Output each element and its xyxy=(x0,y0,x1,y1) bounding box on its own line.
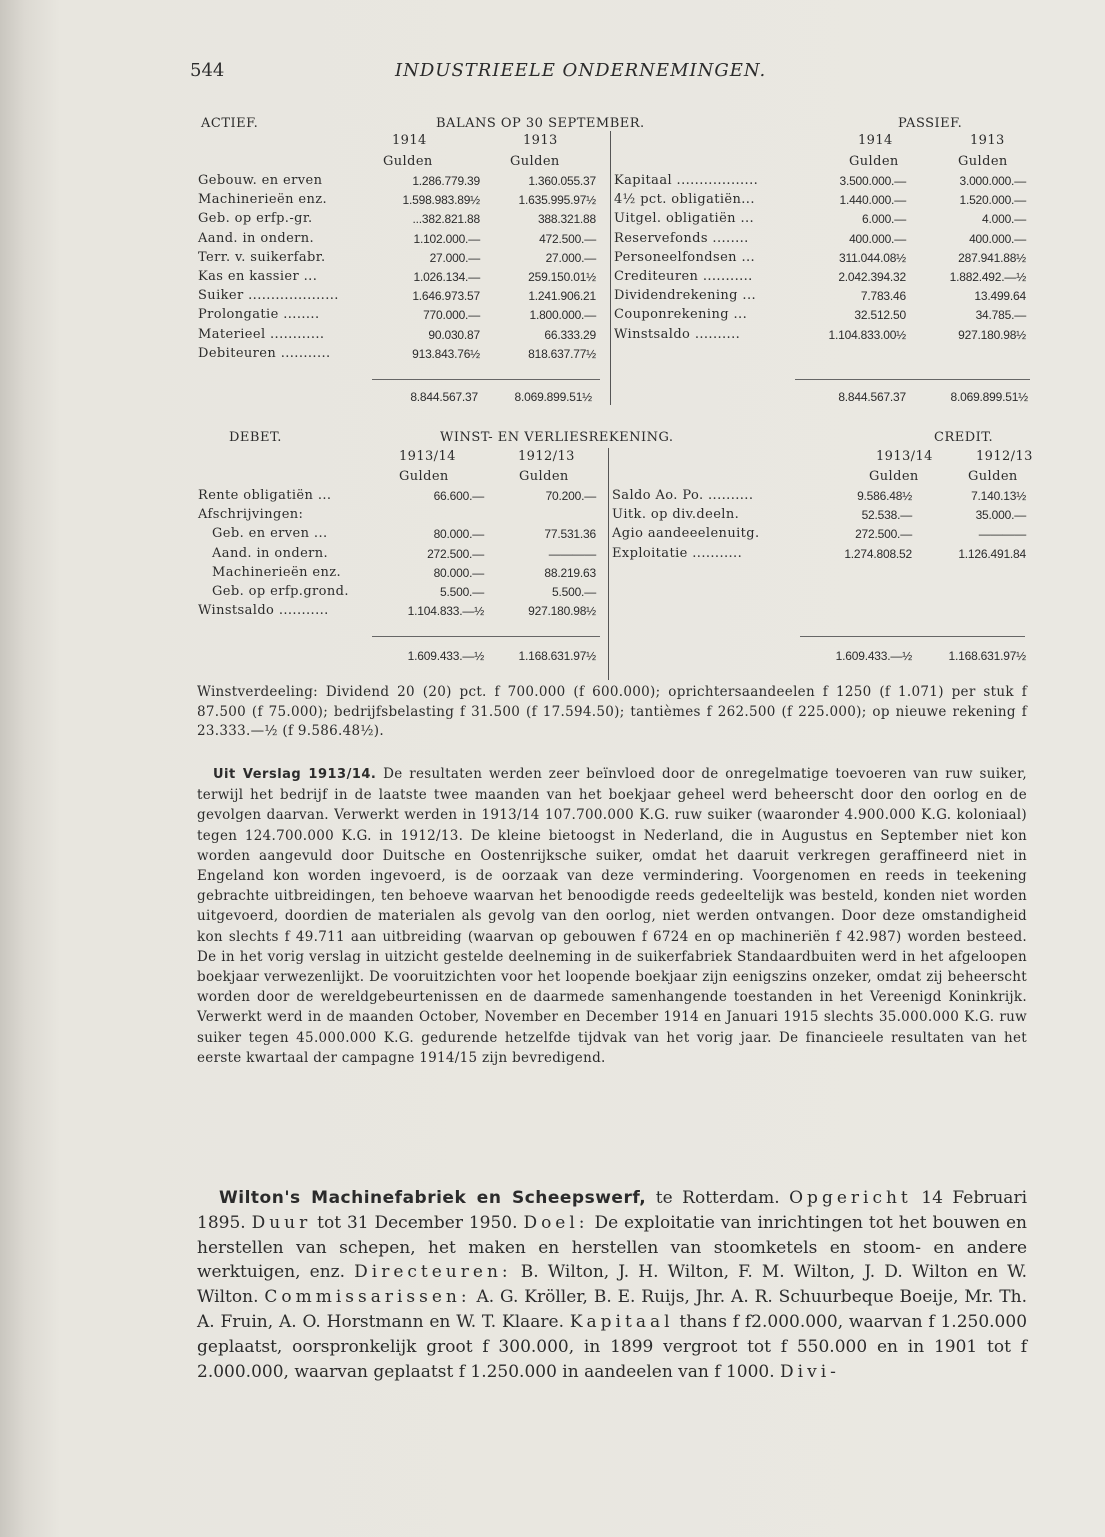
debit-total-a: 1.609.433.—½ xyxy=(407,649,484,663)
balance-unit-b-left: Gulden xyxy=(510,154,560,169)
credit-row-value-a: 9.586.48½ xyxy=(857,489,912,503)
liability-row-label: Kapitaal .................. xyxy=(614,173,759,188)
asset-row-value-b: 27.000.— xyxy=(545,250,596,265)
debit-row-value-b: 88.219.63 xyxy=(544,565,596,580)
duur-label: Duur xyxy=(251,1212,312,1233)
company-name: Wilton's Machinefabriek en Scheepswerf, xyxy=(219,1188,647,1208)
liability-row-value-a: 1.104.833.00½ xyxy=(828,327,906,342)
asset-row-value-b: 818.637.77½ xyxy=(528,346,596,361)
pl-year-b-left: 1912/13 xyxy=(518,449,575,464)
credit-total-a: 1.609.433.—½ xyxy=(835,649,912,663)
liability-row-label: Winstsaldo .......... xyxy=(614,326,741,342)
duur-value: tot 31 December 1950. xyxy=(317,1212,518,1233)
asset-row-label: Debiteuren ........... xyxy=(198,345,331,361)
asset-row-value-b: 1.360.055.37 xyxy=(528,174,596,188)
directeuren-label: Directeuren: xyxy=(354,1262,512,1283)
report-text: De resultaten werden zeer beïnvloed door de onregelmatige toevoeren van ruw suiker, terwijl het bedrijf in de laatste twee maanden van het boekjaar geheel werd beheerscht door den oorlog en de gevolgen daarvan. Verwerkt werden in 1913/14 107.700.000 K.G. ruw suiker (waaronder 4.900.000 K.G. koloniaal) tegen 124.700.000 K.G. in 1912/13. De kleine bietoogst in Nederland, die in Augustus en September niet kon worden aangevuld door Duitsche en Oostenrijksche suiker, omdat het daaruit verkregen geraffineerd niet in Engeland kon worden ingevoerd, is de oorzaak van deze vermindering. Voorgenomen en reeds in teekening gebrachte uitbreidingen, ten behoeve waarvan het benoodigde reeds gedeeltelijk was besteld, konden niet worden uitgevoerd, doordien de materialen als gevolg van den oorlog, niet werden ontvangen. Door deze omstandigheid kon slechts f 49.711 aan uitbreiding (waarvan op gebouwen f 6724 en op machineriën f 42.987) worden besteed. De in het vorig verslag in uitzicht gestelde deelneming in de suikerfabriek Standaardbuiten werd in het afgeloopen boekjaar verwezenlijkt. De vooruitzichten voor het loopende boekjaar zijn eenigszins onzeker, omdat zij beheerscht worden door de wereldgebeurtenissen en de daarmede samenhangende toestanden in het Vereenigd Koninkrijk. Verwerkt werd in de maanden October, November en December 1914 en Januari 1915 slechts 35.000.000 K.G. ruw suiker tegen 45.000.000 K.G. gedurende hetzelfde tijdvak van het vorig jaar. De financieele resultaten van het eerste kwartaal der campagne 1914/15 zijn bevredigend. xyxy=(197,766,1028,1066)
debit-row-value-b: 70.200.— xyxy=(545,489,596,503)
balance-year-a-left: 1914 xyxy=(392,133,427,148)
report-heading: Uit Verslag 1913/14. xyxy=(213,767,377,782)
debit-row-value-a: 66.600.— xyxy=(433,489,484,503)
debit-row-value-a: 80.000.— xyxy=(433,527,484,542)
debit-row-value-a: 272.500.— xyxy=(427,546,484,561)
profit-distribution-note: Winstverdeeling: Dividend 20 (20) pct. f 700.000 (f 600.000); oprichtersaandeelen f 1250 (f 1.071) per stuk f 87.500 (f 75.000); bedrijfsbelasting f 31.500 (f 17.594.50); tantièmes f 262.500 (f 225.000); op nieuwe rekening f 23.333.—½ (f 9.586.48½). xyxy=(197,684,1027,739)
liability-row-value-a: 7.783.46 xyxy=(860,289,906,304)
liability-row-value-b: 287.941.88½ xyxy=(958,250,1026,265)
kapitaal-label: Kapitaal xyxy=(569,1311,674,1332)
asset-row-value-a: 1.026.134.— xyxy=(413,270,480,284)
pl-unit-b-right: Gulden xyxy=(968,469,1018,484)
asset-row-value-b: 1.800.000.— xyxy=(529,308,596,323)
liability-row-label: Uitgel. obligatiën ... xyxy=(614,211,755,227)
liability-row-value-a: 3.500.000.— xyxy=(839,174,906,188)
credit-row-value-b: 7.140.13½ xyxy=(971,489,1026,503)
asset-row-value-a: ...382.821.88 xyxy=(412,212,480,227)
asset-row-label: Aand. in ondern. xyxy=(198,230,315,246)
balance-divider xyxy=(610,131,611,405)
pl-divider xyxy=(608,448,609,680)
asset-row-value-b: 388.321.88 xyxy=(537,212,596,227)
asset-row-value-a: 1.286.779.39 xyxy=(412,174,480,188)
pl-year-a-left: 1913/14 xyxy=(399,449,456,464)
pl-right-label: CREDIT. xyxy=(934,430,994,445)
liabilities-total-a: 8.844.567.37 xyxy=(838,390,906,404)
pl-unit-b-left: Gulden xyxy=(519,469,569,484)
liability-row-value-a: 311.044.08½ xyxy=(839,250,906,265)
liabilities-total-rule xyxy=(795,379,1030,380)
liability-row-value-b: 34.785.— xyxy=(975,308,1026,323)
asset-row-value-a: 913.843.76½ xyxy=(412,346,480,361)
liability-row-value-a: 1.440.000.— xyxy=(839,193,906,208)
liability-row-label: Couponrekening ... xyxy=(614,307,748,323)
assets-total-a: 8.844.567.37 xyxy=(410,390,478,404)
credit-row-label: Uitk. op div.deeln. xyxy=(612,507,740,523)
pl-unit-a-left: Gulden xyxy=(399,469,449,484)
debit-row-label: Geb. en erven ... xyxy=(212,526,328,542)
divi-label: Divi- xyxy=(780,1361,840,1382)
pl-left-label: DEBET. xyxy=(229,430,282,445)
asset-row-label: Machinerieën enz. xyxy=(198,192,328,208)
pl-title: WINST- EN VERLIESREKENING. xyxy=(440,430,674,445)
assets-total-rule xyxy=(372,379,600,380)
asset-row-value-b: 259.150.01½ xyxy=(528,270,596,284)
liability-row-value-b: 1.520.000.— xyxy=(959,193,1026,208)
liabilities-total-b: 8.069.899.51½ xyxy=(950,390,1028,404)
debit-row-value-b: 77.531.36 xyxy=(544,527,596,542)
liability-row-value-a: 6.000.— xyxy=(862,212,906,227)
credit-row-value-a: 52.538.— xyxy=(861,508,912,523)
liability-row-value-b: 927.180.98½ xyxy=(958,327,1026,342)
debit-row-label: Rente obligatiën ... xyxy=(198,488,332,503)
debit-row-label: Aand. in ondern. xyxy=(212,545,329,561)
debit-row-value-b: 5.500.— xyxy=(552,585,596,599)
directeuren-value: B. Wilton, J. H. Wilton, F. M. Wilton, J. D. Wilton en W. Wilton. xyxy=(197,1262,1028,1308)
company-entry xyxy=(197,1186,1027,1384)
doel-label: Doel: xyxy=(523,1212,589,1233)
liability-row-value-a: 32.512.50 xyxy=(854,308,906,323)
credit-row-label: Saldo Ao. Po. .......... xyxy=(612,488,754,503)
commissarissen-value: A. G. Kröller, B. E. Ruijs, Jhr. A. R. Schuurbeque Boeije, Mr. Th. A. Fruin, A. O. Horstmann en W. T. Klaare. xyxy=(197,1287,1027,1332)
liability-row-value-a: 2.042.394.32 xyxy=(838,270,906,284)
liability-row-value-b: 1.882.492.—½ xyxy=(949,270,1026,284)
company-place: te Rotterdam. xyxy=(655,1188,780,1208)
balance-year-b-right: 1913 xyxy=(970,133,1005,148)
credit-total-b: 1.168.631.97½ xyxy=(948,649,1026,663)
liability-row-value-b: 13.499.64 xyxy=(974,289,1026,304)
credit-total-rule xyxy=(800,636,1025,637)
pl-year-a-right: 1913/14 xyxy=(876,449,933,464)
debit-row-value-a: 1.104.833.—½ xyxy=(407,604,484,619)
debit-row-value-a: 80.000.— xyxy=(433,565,484,580)
page-number: 544 xyxy=(190,60,225,81)
credit-row-value-b: ———— xyxy=(978,527,1026,542)
asset-row-label: Kas en kassier ... xyxy=(198,269,318,284)
opgericht-value: 14 Februari 1895. xyxy=(197,1188,1028,1233)
doel-value: De exploitatie van inrichtingen tot het bouwen en herstellen van schepen, het maken en herstellen van stoomketels en stoom- en andere werktuigen, enz. xyxy=(197,1212,1027,1283)
debit-row-label: Machinerieën enz. xyxy=(212,564,342,580)
debit-row-value-a: 5.500.— xyxy=(440,585,484,599)
liability-row-value-b: 3.000.000.— xyxy=(959,174,1026,188)
liability-row-label: Personeelfondsen ... xyxy=(614,249,756,265)
balance-unit-b-right: Gulden xyxy=(958,154,1008,169)
liability-row-label: Crediteuren ........... xyxy=(614,269,753,284)
credit-row-value-a: 1.274.808.52 xyxy=(844,546,912,561)
balance-title: BALANS OP 30 SEPTEMBER. xyxy=(436,116,645,131)
credit-row-label: Exploitatie ........... xyxy=(612,545,743,561)
balance-year-b-left: 1913 xyxy=(523,133,558,148)
asset-row-value-b: 66.333.29 xyxy=(544,327,596,342)
debit-row-value-b: 927.180.98½ xyxy=(528,604,596,619)
assets-total-b: 8.069.899.51½ xyxy=(514,390,592,404)
debit-total-rule xyxy=(372,636,600,637)
asset-row-value-b: 472.500.— xyxy=(539,231,596,246)
asset-row-label: Materieel ............ xyxy=(198,326,325,342)
annual-report-excerpt xyxy=(197,764,1027,1068)
asset-row-value-a: 27.000.— xyxy=(429,250,480,265)
liability-row-value-a: 400.000.— xyxy=(849,231,906,246)
credit-row-value-b: 35.000.— xyxy=(975,508,1026,523)
running-title: INDUSTRIEELE ONDERNEMINGEN. xyxy=(395,60,767,81)
liability-row-label: 4½ pct. obligatiën... xyxy=(614,192,755,208)
balance-unit-a-left: Gulden xyxy=(383,154,433,169)
kapitaal-value: thans f f2.000.000, waarvan f 1.250.000 geplaatst, oorspronkelijk groot f 300.000, in 1899 vergroot tot f 550.000 en in 1901 tot f 2.000.000, waarvan geplaatst f 1.250.000 in aandeelen van f 1000. xyxy=(197,1311,1028,1382)
commissarissen-label: Commissarissen: xyxy=(264,1287,471,1308)
liability-row-label: Reservefonds ........ xyxy=(614,230,749,246)
asset-row-label: Geb. op erfp.-gr. xyxy=(198,211,313,227)
pl-year-b-right: 1912/13 xyxy=(976,449,1033,464)
opgericht-label: Opgericht xyxy=(789,1188,912,1208)
liability-row-value-b: 400.000.— xyxy=(969,231,1026,246)
balance-year-a-right: 1914 xyxy=(858,133,893,148)
balance-unit-a-right: Gulden xyxy=(849,154,899,169)
asset-row-label: Suiker .................... xyxy=(198,288,339,304)
asset-row-label: Prolongatie ........ xyxy=(198,307,320,323)
debit-row-label: Winstsaldo ........... xyxy=(198,603,329,619)
debit-row-value-b: ———— xyxy=(548,546,596,561)
debit-total-b: 1.168.631.97½ xyxy=(518,649,596,663)
credit-row-value-b: 1.126.491.84 xyxy=(958,546,1026,561)
balance-right-label: PASSIEF. xyxy=(898,116,963,131)
balance-left-label: ACTIEF. xyxy=(201,116,259,131)
asset-row-value-b: 1.635.995.97½ xyxy=(518,193,596,208)
asset-row-value-a: 1.598.983.89½ xyxy=(402,193,480,208)
credit-row-value-a: 272.500.— xyxy=(855,527,912,542)
debit-row-label: Afschrijvingen: xyxy=(198,507,304,523)
asset-row-value-a: 90.030.87 xyxy=(428,327,480,342)
asset-row-value-a: 1.646.973.57 xyxy=(412,289,480,304)
debit-row-label: Geb. op erfp.grond. xyxy=(212,584,349,599)
liability-row-label: Dividendrekening ... xyxy=(614,288,757,304)
asset-row-value-b: 1.241.906.21 xyxy=(528,289,596,304)
asset-row-value-a: 770.000.— xyxy=(423,308,480,323)
asset-row-value-a: 1.102.000.— xyxy=(413,231,480,246)
pl-unit-a-right: Gulden xyxy=(869,469,919,484)
credit-row-label: Agio aandeeelenuitg. xyxy=(612,526,760,542)
asset-row-label: Gebouw. en erven xyxy=(198,173,323,188)
liability-row-value-b: 4.000.— xyxy=(982,212,1026,227)
asset-row-label: Terr. v. suikerfabr. xyxy=(198,249,326,265)
